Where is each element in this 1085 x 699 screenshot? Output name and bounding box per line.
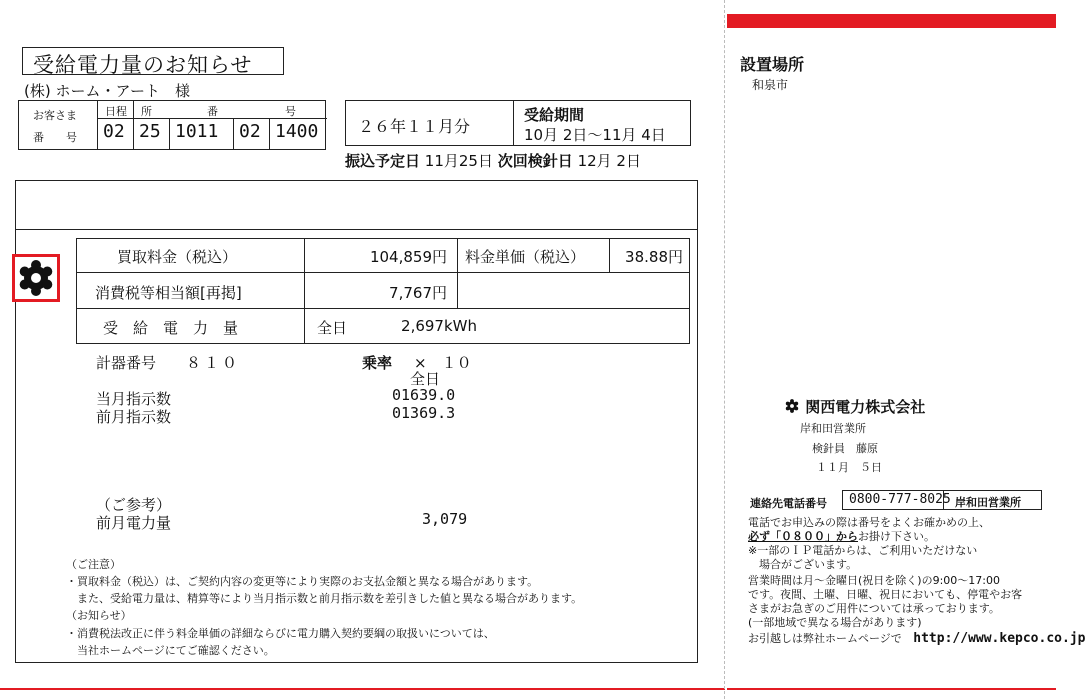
prev-energy-value: 3,079 xyxy=(422,510,468,528)
bottom-right-red-line xyxy=(727,688,1056,690)
caution-line-2: また、受給電力量は、精算等により当月指示数と前月指示数を差引きした値と異なる場合があります。 xyxy=(66,592,583,605)
page-title: 受給電力量のお知らせ xyxy=(33,53,253,77)
info-line-2: 当社ホームページにてご確認ください。 xyxy=(66,644,275,657)
kepco-small-logo-icon xyxy=(784,398,800,414)
office-name: 岸和田営業所 xyxy=(800,422,866,435)
contact-office: 岸和田営業所 xyxy=(955,496,1021,509)
previous-reading-value: 01369.3 xyxy=(392,404,456,422)
contact-label: 連絡先電話番号 xyxy=(750,497,827,510)
bottom-left-red-line xyxy=(0,688,725,690)
perforation-line xyxy=(724,0,726,699)
period-label: 受給期間 xyxy=(524,106,585,124)
schedule-line xyxy=(345,150,641,171)
customer-number-office: 25 xyxy=(139,121,161,142)
next-reading-date: 12月 2日 xyxy=(577,152,641,170)
meter-all-day: 全日 xyxy=(410,370,441,388)
contact-info-7: さまがお急ぎのご用件については承っております。 xyxy=(748,602,1000,615)
company-name: 関西電力株式会社 xyxy=(805,398,926,416)
contact-number-box xyxy=(842,490,1042,510)
transfer-date: 11月25日 xyxy=(424,152,493,170)
current-reading-label: 当月指示数 xyxy=(96,390,172,408)
unit-price-label: 料金単価（税込） xyxy=(465,248,586,266)
contact-info-5: 営業時間は月～金曜日(祝日を除く)の9:00～17:00 xyxy=(748,574,1000,587)
energy-label: 受 給 電 力 量 xyxy=(103,319,239,337)
multiplier-label: 乗率 xyxy=(362,354,393,372)
top-right-red-bar xyxy=(727,14,1056,28)
prev-energy-label: 前月電力量 xyxy=(96,514,172,532)
unit-price-value: 38.88円 xyxy=(625,248,683,266)
period-range: 10月 2日～11月 4日 xyxy=(524,126,666,144)
location-label: 設置場所 xyxy=(740,55,805,74)
purchase-value: 104,859円 xyxy=(369,248,447,266)
next-reading-label: 次回検針日 xyxy=(497,152,573,170)
website-link[interactable]: http://www.kepco.co.jp xyxy=(913,631,1085,646)
meter-number: ８１０ xyxy=(186,354,241,372)
multiplier-value: × １０ xyxy=(414,354,472,372)
col-header-number-1: 番 xyxy=(207,105,218,118)
caution-title: （ご注意） xyxy=(66,558,121,571)
info-line-1: ・消費税法改正に伴う料金単価の詳細ならびに電力購入契約要綱の取扱いについては、 xyxy=(66,627,495,640)
energy-value: 2,697kWh xyxy=(401,317,477,335)
previous-reading-label: 前月指示数 xyxy=(96,408,172,426)
col-header-number-2: 号 xyxy=(285,105,296,118)
contact-info-8: (一部地域で異なる場合があります) xyxy=(748,616,922,629)
customer-number-table xyxy=(18,100,326,150)
meter-number-label: 計器番号 xyxy=(96,354,157,372)
purchase-label: 買取料金（税込） xyxy=(117,248,238,266)
contact-info-3: ※一部のＩＰ電話からは、ご利用いただけない xyxy=(748,544,978,557)
customer-name: (株) ホーム・アート 様 xyxy=(24,82,191,100)
reference-label: （ご参考） xyxy=(96,496,172,514)
current-reading-value: 01639.0 xyxy=(392,386,456,404)
customer-number-label-1: お客さま xyxy=(33,109,77,122)
charges-table xyxy=(76,238,690,344)
kepco-logo-icon xyxy=(12,254,60,302)
tax-label: 消費税等相当額[再掲] xyxy=(95,284,242,302)
col-header-office: 所 xyxy=(141,105,152,118)
energy-period: 全日 xyxy=(317,319,348,337)
customer-number-part-2: 02 xyxy=(239,121,261,142)
contact-number[interactable]: 0800-777-8025 xyxy=(849,492,951,507)
contact-info-6: です。夜間、土曜、日曜、祝日においても、停電やお客 xyxy=(748,588,1023,601)
contact-info-1: 電話でお申込みの際は番号をよくお確かめの上、 xyxy=(748,516,990,529)
billing-month: ２６年１１月分 xyxy=(358,117,471,136)
location-value: 和泉市 xyxy=(752,78,789,92)
tax-value: 7,767円 xyxy=(389,284,447,302)
customer-number-part-3: 1400 xyxy=(275,121,319,142)
col-header-schedule: 日程 xyxy=(105,105,127,118)
moving-info: お引越しは弊社ホームページで xyxy=(748,632,902,645)
contact-info-2-rest: お掛け下さい。 xyxy=(858,530,935,543)
contact-info-9 xyxy=(748,630,1085,646)
info-title: （お知らせ） xyxy=(66,609,132,622)
period-box xyxy=(345,100,691,146)
caution-line-1: ・買取料金（税込）は、ご契約内容の変更等により実際のお支払金額と異なる場合があります。 xyxy=(66,575,539,588)
contact-info-4: 場合がございます。 xyxy=(748,558,858,571)
customer-number-schedule: 02 xyxy=(103,121,125,142)
company-line xyxy=(784,396,925,417)
customer-number-label-2: 番 号 xyxy=(33,131,77,144)
inspection-date: １１月 ５日 xyxy=(816,461,882,474)
contact-info-2-bold: 必ず「０８００」から xyxy=(748,530,858,543)
customer-number-part-1: 1011 xyxy=(175,121,219,142)
transfer-label: 振込予定日 xyxy=(345,152,421,170)
title-box xyxy=(22,47,284,75)
inspector-name: 検針員 藤原 xyxy=(812,442,878,455)
